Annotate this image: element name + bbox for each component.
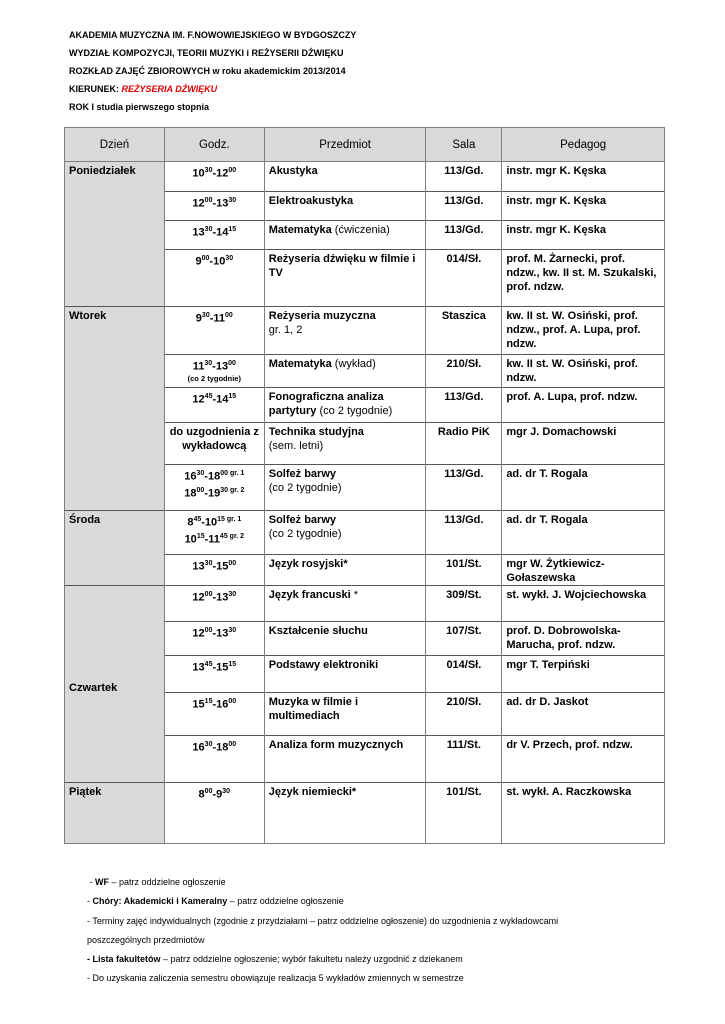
subject-cell: Język francuski * <box>264 586 426 622</box>
teacher-cell: st. wykł. A. Raczkowska <box>502 783 665 844</box>
subject-cell: Technika studyjna (sem. letni) <box>264 423 426 465</box>
subject-cell: Podstawy elektroniki <box>264 656 426 693</box>
subject-cell: Akustyka <box>264 162 426 192</box>
teacher-cell: prof. D. Dobrowolska-Marucha, prof. ndzw. <box>502 622 665 656</box>
time-cell: $9^{00}-10^{30}$ <box>164 250 264 307</box>
room-cell: 113/Gd. <box>426 388 502 423</box>
schedule-table <box>64 127 665 844</box>
table-row <box>65 783 665 844</box>
teacher-cell: ad. dr T. Rogala <box>502 511 665 555</box>
teacher-cell: mgr T. Terpiński <box>502 656 665 693</box>
time-cell: $8^{00}-9^{30}$ <box>164 783 264 844</box>
room-cell: 101/St. <box>426 555 502 586</box>
note-individual-classes-cont: poszczególnych przedmiotów <box>87 934 205 945</box>
day-friday: Piątek <box>65 783 165 844</box>
col-header-teacher: Pedagog <box>502 128 665 162</box>
table-row <box>65 355 665 388</box>
subject-cell: Elektroakustyka <box>264 192 426 221</box>
room-cell: 101/St. <box>426 783 502 844</box>
room-cell: 309/St. <box>426 586 502 622</box>
table-row <box>65 511 665 555</box>
table-row <box>65 250 665 307</box>
subject-cell: Język rosyjski* <box>264 555 426 586</box>
document-header <box>69 26 356 116</box>
subject-cell: Analiza form muzycznych <box>264 736 426 783</box>
teacher-cell: dr V. Przech, prof. ndzw. <box>502 736 665 783</box>
room-cell: Staszica <box>426 307 502 355</box>
table-row <box>65 555 665 586</box>
col-header-room: Sala <box>426 128 502 162</box>
table-row <box>65 586 665 622</box>
teacher-cell: instr. mgr K. Kęska <box>502 221 665 250</box>
time-cell: $10^{30}-12^{00}$ <box>164 162 264 192</box>
time-cell: $15^{15}-16^{00}$ <box>164 693 264 736</box>
faculty-name: WYDZIAŁ KOMPOZYCJI, TEORII MUZYKI i REŻYSERII DŹWIĘKU <box>69 48 344 58</box>
teacher-cell: kw. II st. W. Osiński, prof. ndzw. <box>502 355 665 388</box>
room-cell: 113/Gd. <box>426 162 502 192</box>
time-cell: $12^{00}-13^{30}$ <box>164 192 264 221</box>
footnotes <box>87 873 558 989</box>
table-row <box>65 192 665 221</box>
academy-name: AKADEMIA MUZYCZNA IM. F.NOWOWIEJSKIEGO W BYDGOSZCZY <box>69 30 357 40</box>
col-header-subject: Przedmiot <box>264 128 426 162</box>
time-cell: $13^{45}-15^{15}$ <box>164 656 264 693</box>
table-row <box>65 388 665 423</box>
room-cell: 113/Gd. <box>426 192 502 221</box>
time-cell: $13^{30}-15^{00}$ <box>164 555 264 586</box>
time-cell: $16^{30}-18^{00 gr. 1}$ $18^{00}-19^{30 gr. 2}$ <box>164 465 264 511</box>
room-cell: 210/Sł. <box>426 355 502 388</box>
time-cell: do uzgodnienia z wykładowcą <box>164 423 264 465</box>
time-cell: $13^{30}-14^{15}$ <box>164 221 264 250</box>
day-monday: Poniedziałek <box>65 162 165 192</box>
room-cell: 113/Gd. <box>426 511 502 555</box>
subject-cell: Kształcenie słuchu <box>264 622 426 656</box>
table-header-row <box>65 128 665 162</box>
schedule-title: ROZKŁAD ZAJĘĆ ZBIOROWYCH w roku akademickim 2013/2014 <box>69 66 346 76</box>
teacher-cell: kw. II st. W. Osiński, prof. ndzw., prof. A. Lupa, prof. ndzw. <box>502 307 665 355</box>
day-thursday: Czwartek <box>65 586 165 783</box>
subject-cell: Reżyseria dźwięku w filmie i TV <box>264 250 426 307</box>
teacher-cell: prof. A. Lupa, prof. ndzw. <box>502 388 665 423</box>
teacher-cell: instr. mgr K. Kęska <box>502 162 665 192</box>
room-cell: 111/St. <box>426 736 502 783</box>
room-cell: 210/Sł. <box>426 693 502 736</box>
teacher-cell: mgr W. Żytkiewicz-Gołaszewska <box>502 555 665 586</box>
time-cell: $12^{00}-13^{30}$ <box>164 622 264 656</box>
time-cell: $8^{45}-10^{15 gr. 1}$ $10^{15}-11^{45 gr. 2}$ <box>164 511 264 555</box>
time-cell: $11^{30}-13^{00}$ (co 2 tygodnie) <box>164 355 264 388</box>
note-choirs: - Chóry: Akademicki i Kameralny – patrz oddzielne ogłoszenie <box>87 896 344 907</box>
table-row <box>65 423 665 465</box>
subject-cell: Matematyka (ćwiczenia) <box>264 221 426 250</box>
col-header-day: Dzień <box>65 128 165 162</box>
teacher-cell: st. wykł. J. Wojciechowska <box>502 586 665 622</box>
table-row <box>65 307 665 355</box>
day-tuesday: Wtorek <box>65 307 165 355</box>
col-header-time: Godz. <box>164 128 264 162</box>
teacher-cell: ad. dr D. Jaskot <box>502 693 665 736</box>
subject-cell: Muzyka w filmie i multimediach <box>264 693 426 736</box>
table-row <box>65 221 665 250</box>
day-wednesday: Środa <box>65 511 165 555</box>
room-cell: 113/Gd. <box>426 465 502 511</box>
subject-cell: Język niemiecki* <box>264 783 426 844</box>
subject-cell: Solfeż barwy (co 2 tygodnie) <box>264 511 426 555</box>
time-cell: $12^{45}-14^{15}$ <box>164 388 264 423</box>
year-of-study: ROK I studia pierwszego stopnia <box>69 102 210 112</box>
subject-cell: Solfeż barwy (co 2 tygodnie) <box>264 465 426 511</box>
room-cell: Radio PiK <box>426 423 502 465</box>
subject-cell: Reżyseria muzyczna gr. 1, 2 <box>264 307 426 355</box>
table-row <box>65 162 665 192</box>
room-cell: 113/Gd. <box>426 221 502 250</box>
note-individual-classes: - Terminy zajęć indywidualnych (zgodnie z przydziałami – patrz oddzielne ogłoszenie) do uzgodnienia z wykładowcami <box>87 915 559 926</box>
subject-cell: Fonograficzna analiza partytury (co 2 tygodnie) <box>264 388 426 423</box>
teacher-cell: prof. M. Żarnecki, prof. ndzw., kw. II st. M. Szukalski, prof. ndzw. <box>502 250 665 307</box>
time-cell: $16^{30}-18^{00}$ <box>164 736 264 783</box>
teacher-cell: instr. mgr K. Kęska <box>502 192 665 221</box>
field-of-study: KIERUNEK: REŻYSERIA DŹWIĘKU <box>69 84 218 94</box>
room-cell: 014/Sł. <box>426 656 502 693</box>
note-semester-credit: - Do uzyskania zaliczenia semestru obowiązuje realizacja 5 wykładów zmiennych w semestrze <box>87 973 464 984</box>
note-wf: - WF – patrz oddzielne ogłoszenie <box>87 877 226 887</box>
note-electives: - Lista fakultetów – patrz oddzielne ogłoszenie; wybór fakultetu należy uzgodnić z dziekanem <box>87 954 463 965</box>
teacher-cell: ad. dr T. Rogala <box>502 465 665 511</box>
room-cell: 107/St. <box>426 622 502 656</box>
subject-cell: Matematyka (wykład) <box>264 355 426 388</box>
time-cell: $12^{00}-13^{30}$ <box>164 586 264 622</box>
time-cell: $9^{30}-11^{00}$ <box>164 307 264 355</box>
teacher-cell: mgr J. Domachowski <box>502 423 665 465</box>
table-row <box>65 465 665 511</box>
room-cell: 014/Sł. <box>426 250 502 307</box>
